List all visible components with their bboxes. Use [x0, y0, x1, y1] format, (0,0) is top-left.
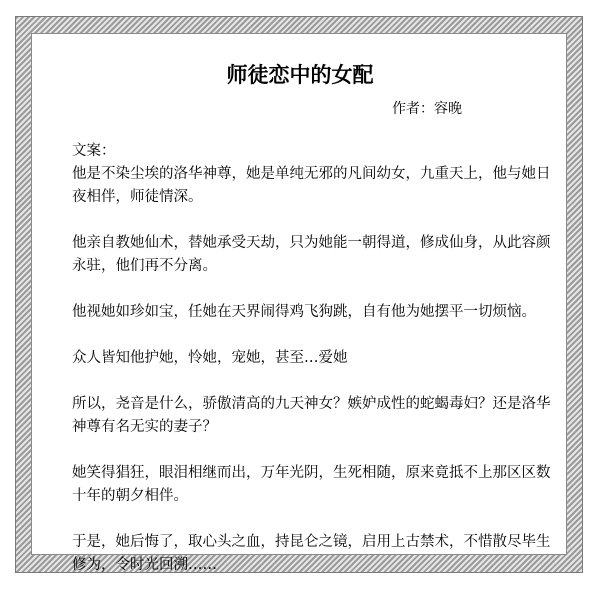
paragraph: 众人皆知他护她，怜她，宠她，甚至…爱她 — [72, 350, 348, 366]
hatched-frame — [15, 16, 583, 573]
paragraph: 于是，她后悔了，取心头之血，持昆仑之镜，启用上古禁术，不惜散尽毕生修为，令时光回溯…… — [72, 534, 551, 573]
paragraph: 她笑得猖狂，眼泪相继而出，万年光阴，生死相随，原来竟抵不上那区区数十年的朝夕相伴。 — [72, 465, 551, 504]
paragraph: 他视她如珍如宝，任她在天界闹得鸡飞狗跳，自有他为她摆平一切烦恼。 — [72, 304, 536, 320]
synopsis-body — [72, 140, 554, 600]
document-page — [31, 33, 567, 573]
paragraph: 他是不染尘埃的洛华神尊，她是单纯无邪的凡间幼女，九重天上，他与她日夜相伴，师徒情深。 — [72, 166, 551, 205]
author-line: 作者：容晚 — [392, 101, 462, 117]
paragraph: 他亲自教她仙术，替她承受天劫，只为她能一朝得道，修成仙身，从此容颜永驻，他们再不分离。 — [72, 235, 551, 274]
paragraph: 所以，尧音是什么，骄傲清高的九天神女？嫉妒成性的蛇蝎毒妇？还是洛华神尊有名无实的妻子？ — [72, 396, 551, 435]
page-title: 师徒恋中的女配 — [226, 62, 374, 87]
synopsis-label: 文案： — [72, 143, 116, 159]
